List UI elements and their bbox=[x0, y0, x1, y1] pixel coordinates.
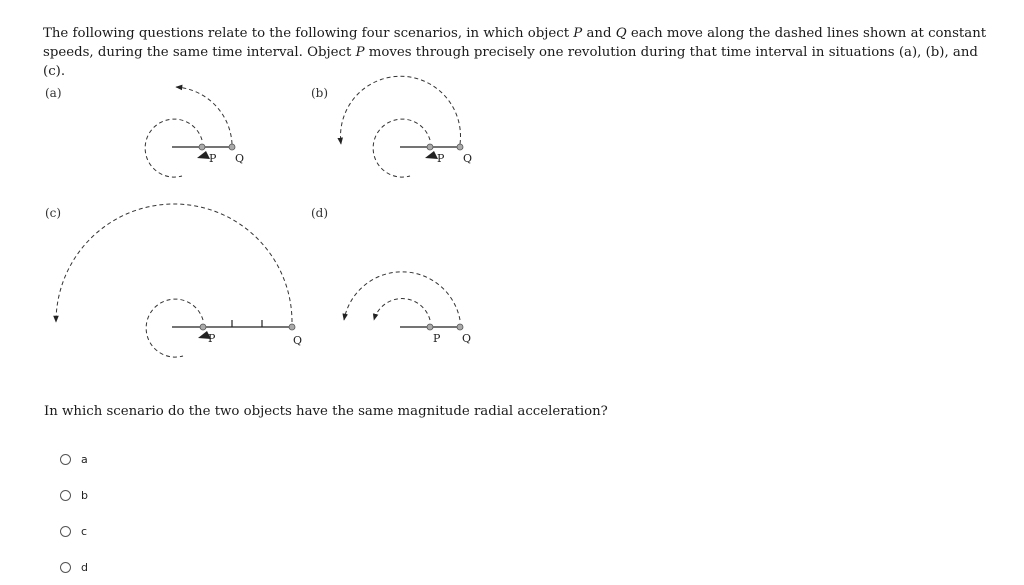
panel-d-q-path bbox=[344, 272, 460, 320]
panel-a-label: (a) bbox=[45, 86, 62, 100]
panel-c-p-dot bbox=[200, 324, 206, 330]
panel-b-q-label: Q bbox=[463, 152, 473, 165]
intro-text-4: moves through precisely one revolution during that time interval in situations (a), (b), and (c). bbox=[43, 45, 978, 79]
panel-b-diagram bbox=[341, 76, 473, 177]
panel-c-p-path bbox=[146, 299, 203, 357]
panel-d-p-dot bbox=[427, 324, 433, 330]
option-d[interactable] bbox=[60, 549, 88, 585]
radio-icon[interactable] bbox=[60, 454, 71, 465]
option-c-label: c bbox=[81, 524, 88, 538]
panel-a-diagram bbox=[145, 87, 244, 177]
panel-c-q-path bbox=[56, 204, 292, 322]
panel-b-q-dot bbox=[457, 144, 463, 150]
radio-icon[interactable] bbox=[60, 490, 71, 501]
option-b[interactable] bbox=[60, 477, 88, 513]
panel-d-q-label: Q bbox=[462, 332, 472, 345]
option-a[interactable] bbox=[60, 441, 88, 477]
radio-icon[interactable] bbox=[60, 526, 71, 537]
panel-d-label: (d) bbox=[311, 206, 329, 220]
panel-c-label: (c) bbox=[45, 206, 62, 220]
panel-a-p-dot bbox=[199, 144, 205, 150]
panel-c-q-label: Q bbox=[293, 334, 303, 347]
panel-a-p-path bbox=[145, 119, 202, 177]
intro-var-q: Q bbox=[615, 26, 627, 41]
answer-options bbox=[60, 441, 88, 585]
panel-d-q-dot bbox=[457, 324, 463, 330]
panel-a-p-label: P bbox=[209, 152, 217, 165]
radio-icon[interactable] bbox=[60, 562, 71, 573]
question-text: In which scenario do the two objects have the same magnitude radial acceleration? bbox=[44, 404, 608, 419]
intro-var-p: P bbox=[573, 26, 583, 41]
intro-var-p-2: P bbox=[355, 45, 365, 60]
panel-a-q-path bbox=[176, 87, 232, 144]
intro-text-3: each move along the dashed lines shown at constant speeds, during the same time interval. Object bbox=[43, 26, 987, 60]
option-d-label: d bbox=[81, 560, 88, 574]
intro-text-1: The following questions relate to the following four scenarios, in which object bbox=[43, 26, 574, 41]
panel-c-p-label: P bbox=[208, 332, 216, 345]
panel-c-diagram bbox=[56, 204, 302, 357]
panel-b-q-path bbox=[341, 76, 461, 144]
panel-b-label: (b) bbox=[311, 86, 329, 100]
panel-c-q-dot bbox=[289, 324, 295, 330]
intro-text-2: and bbox=[582, 26, 616, 41]
option-c[interactable] bbox=[60, 513, 88, 549]
panel-b-p-dot bbox=[427, 144, 433, 150]
panel-d-diagram bbox=[344, 272, 471, 345]
option-a-label: a bbox=[81, 452, 88, 466]
panel-b-p-label: P bbox=[437, 152, 445, 165]
panel-d-p-path bbox=[374, 299, 430, 320]
panel-a-q-label: Q bbox=[235, 152, 245, 165]
panel-b-p-path bbox=[373, 119, 430, 177]
panel-a-q-dot bbox=[229, 144, 235, 150]
panel-d-p-label: P bbox=[433, 332, 441, 345]
option-b-label: b bbox=[81, 488, 88, 502]
